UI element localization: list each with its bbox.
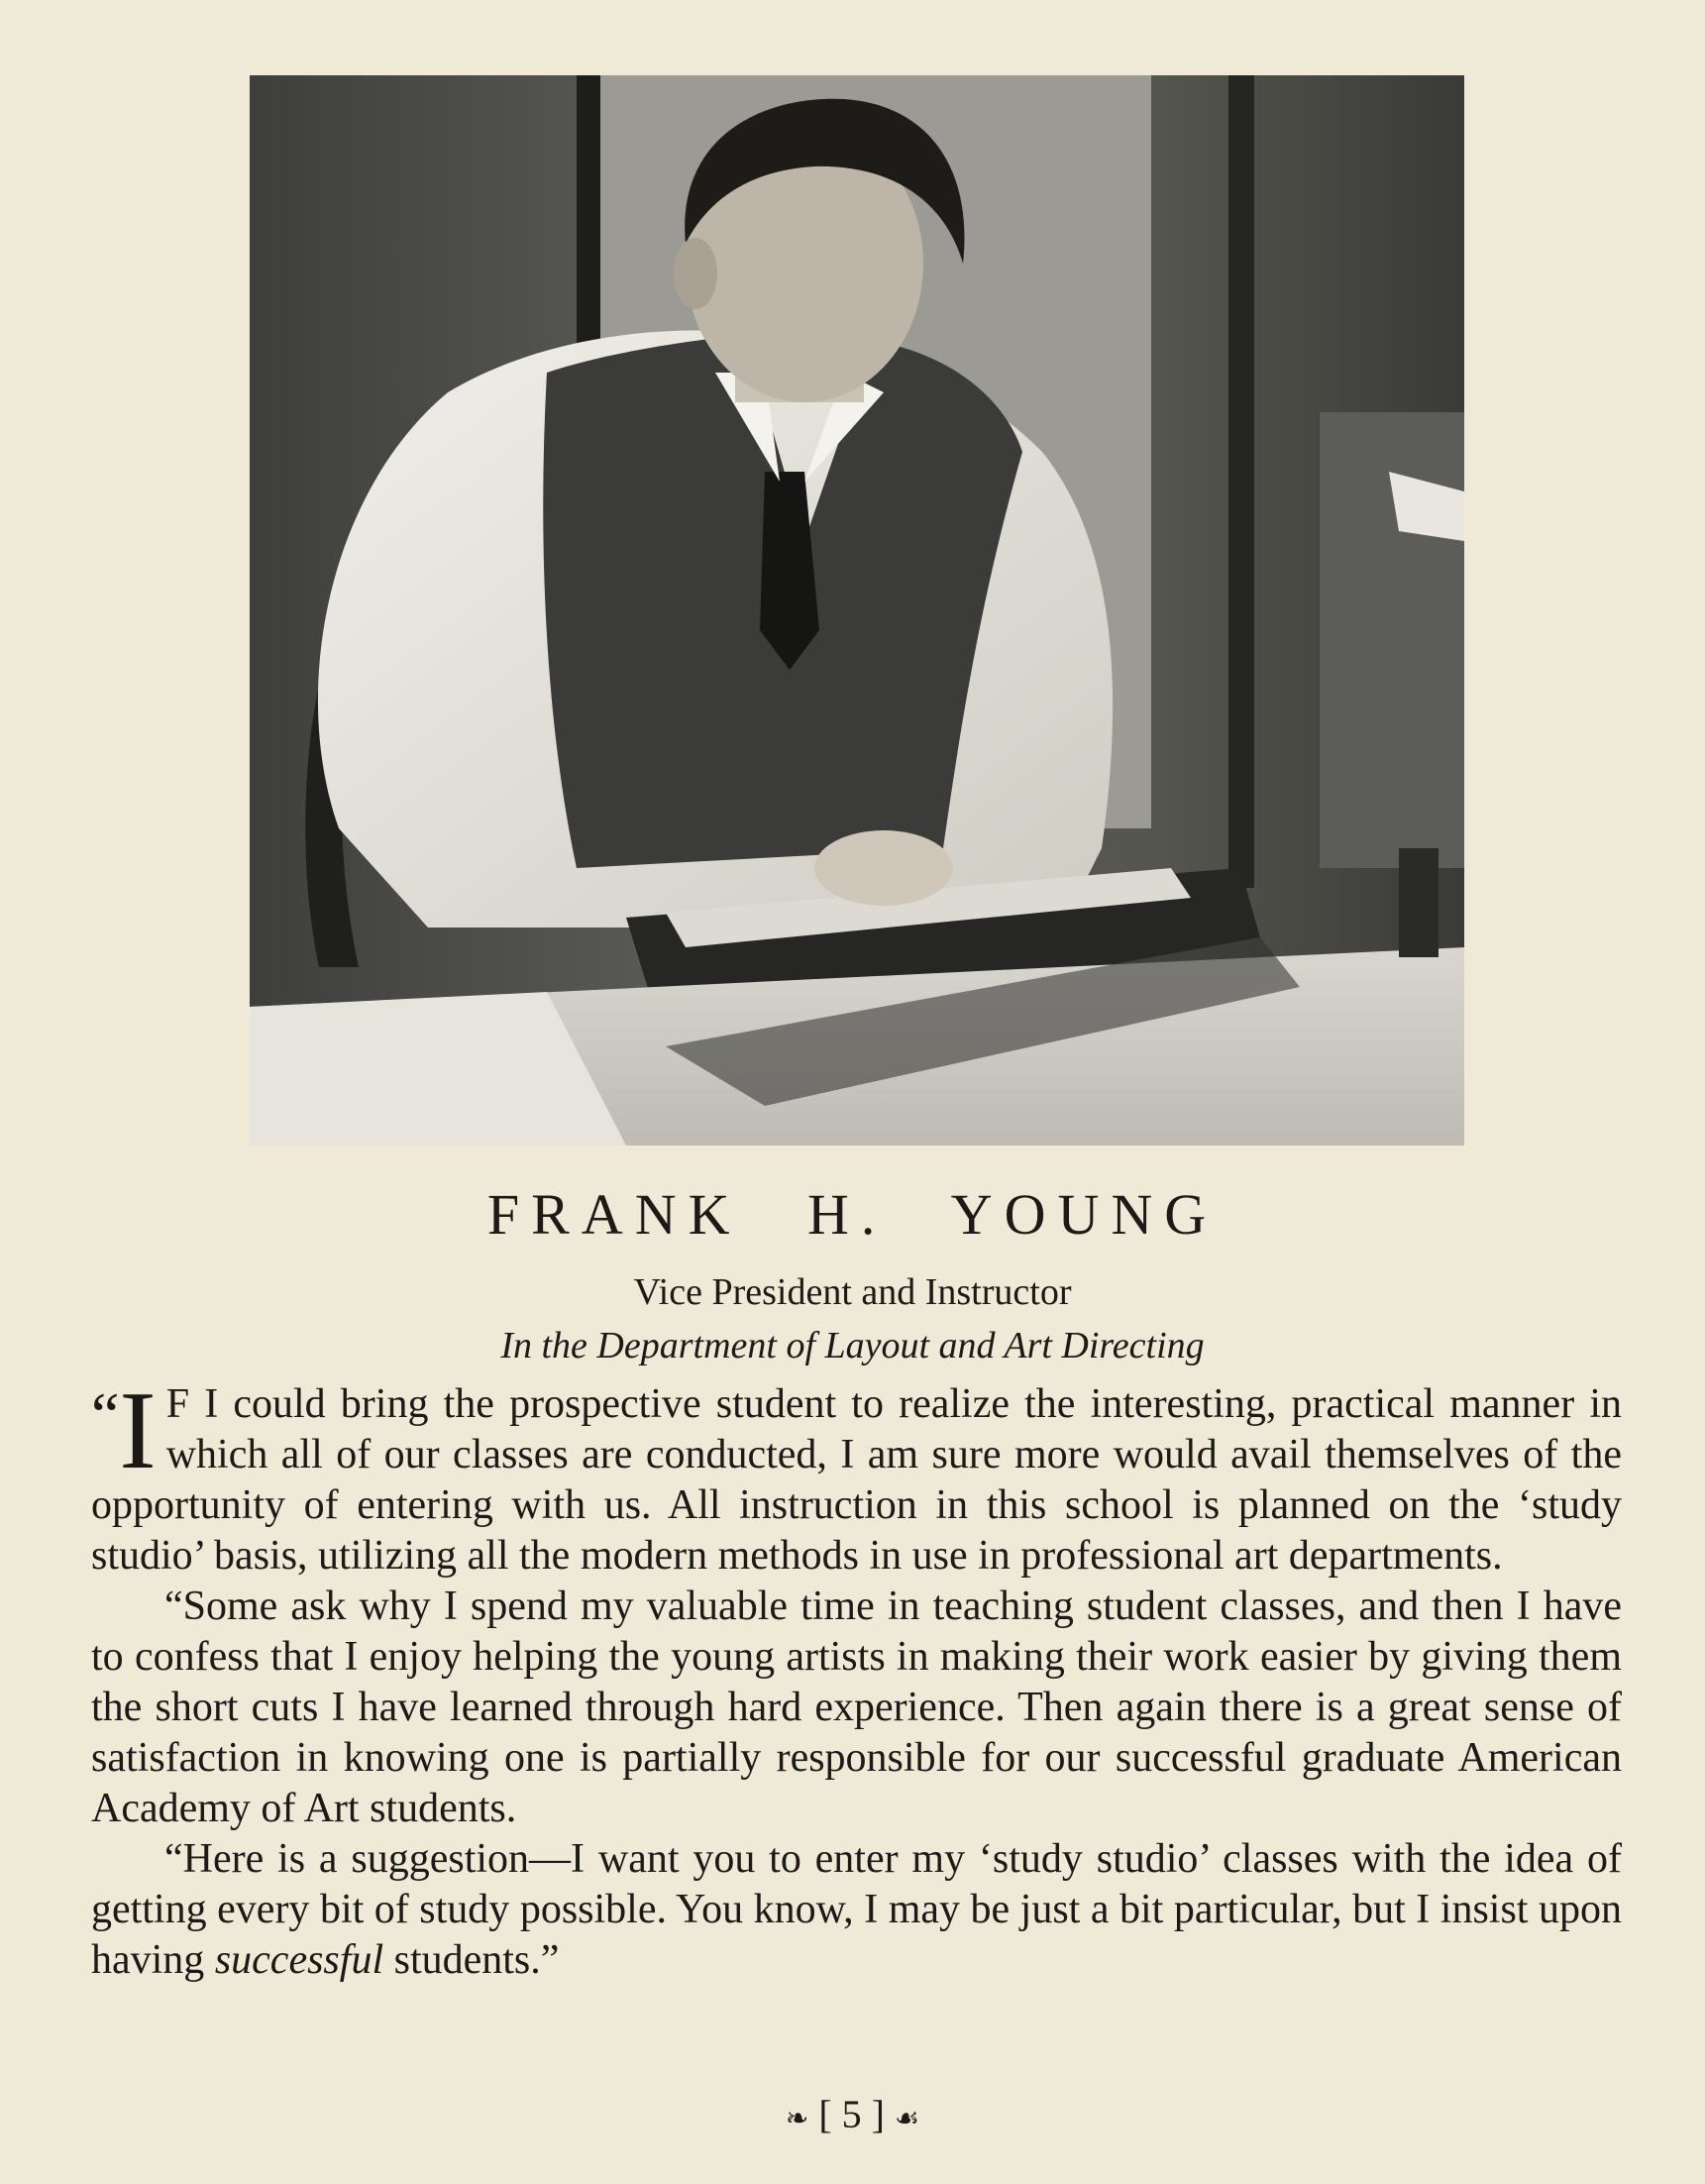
- ornament-left-icon: ❧: [785, 2103, 809, 2134]
- folio-left-bracket: [: [818, 2092, 832, 2136]
- page-number: [0, 2091, 1705, 2137]
- drop-cap: [91, 1369, 157, 1492]
- paragraph-1: [91, 1369, 1622, 1582]
- drop-cap-letter: I: [119, 1369, 157, 1492]
- portrait-photo-icon: [250, 75, 1464, 1146]
- paragraph-3-text: “Here is a suggestion—I want you to enter my ‘study studio’ classes with the idea of getting every bit of study possible. You know, I may be just a bit particular, but I insist upon having: [91, 1836, 1622, 1983]
- folio-right-bracket: ]: [871, 2092, 885, 2136]
- paragraph-3: [91, 1834, 1622, 1986]
- portrait-photo: [250, 75, 1464, 1146]
- drop-cap-quote: “: [91, 1379, 120, 1450]
- ornament-right-icon: ☙: [895, 2103, 920, 2134]
- paragraph-3-emphasis: successful: [214, 1937, 384, 1983]
- paragraph-1-text: F I could bring the prospective student to realize the interesting, practical manner in which all of our classes are conducted, I am sure more would avail themselves of the opportunity of entering with us. All instruction in this school is planned on the ‘study studio’ basis, utilizing all the modern methods in use in professional art departments.: [91, 1381, 1622, 1579]
- person-title: Vice President and Instructor: [633, 1271, 1072, 1313]
- folio-number: 5: [841, 2092, 862, 2136]
- quote-body: [91, 1369, 1622, 1986]
- person-name: FRANK H. YOUNG: [486, 1182, 1219, 1247]
- paragraph-2: “Some ask why I spend my valuable time in teaching student classes, and then I have to confess that I enjoy helping the young artists in making their work easier by giving them the short cuts I have learned through hard experience. Then again there is a great sense of satisfaction in knowing one is partially responsible for our successful graduate American Academy of Art students.: [91, 1583, 1622, 1831]
- paragraph-3-end: students.”: [393, 1937, 560, 1983]
- person-department: In the Department of Layout and Art Directing: [500, 1325, 1205, 1366]
